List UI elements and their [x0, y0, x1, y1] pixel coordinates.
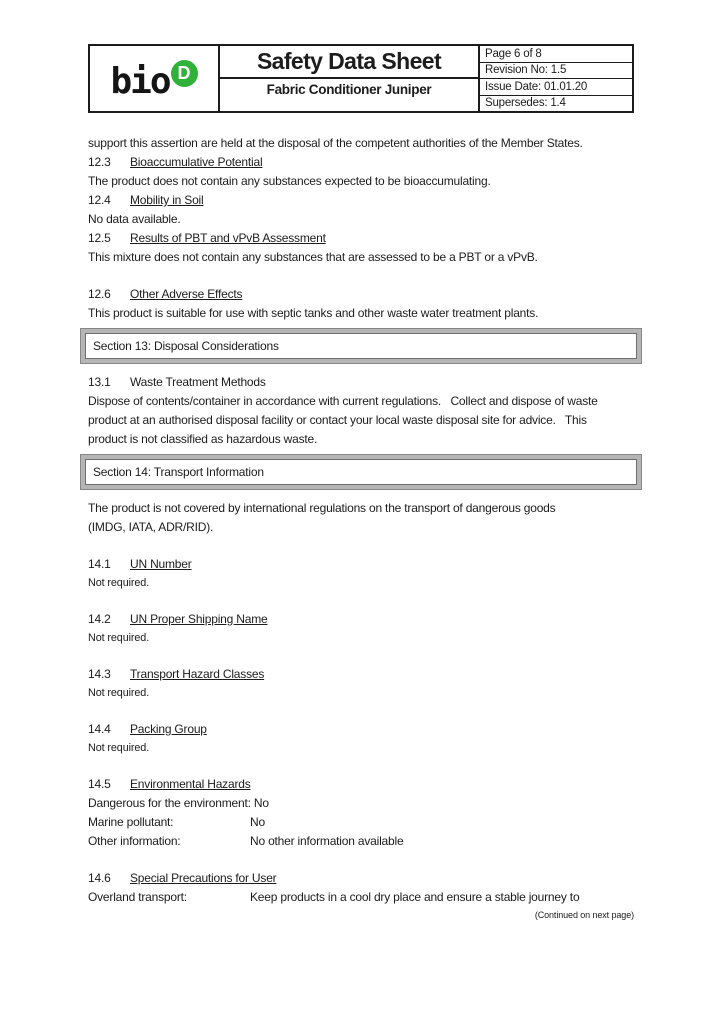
heading-title: Transport Hazard Classes	[130, 667, 265, 681]
continued-note: (Continued on next page)	[534, 910, 634, 920]
section-14-intro-line: The product is not covered by international regulations on the transport of dangerous goods	[88, 501, 556, 515]
heading-number: 14.2	[88, 612, 111, 626]
paragraph-14-3: Not required.	[88, 687, 150, 699]
paragraph-13-1-line: Dispose of contents/container in accordance with current regulations. Collect and dispose of waste	[88, 394, 598, 408]
paragraph-13-1-line: product is not classified as hazardous waste.	[88, 432, 318, 446]
heading-14-3	[88, 665, 634, 684]
issue-date: Issue Date: 01.01.20	[480, 79, 632, 96]
heading-number: 12.4	[88, 193, 111, 207]
page-number: Page 6 of 8	[480, 46, 632, 63]
paragraph-12-6: This product is suitable for use with septic tanks and other waste water treatment plants.	[88, 306, 539, 320]
paragraph-14-1: Not required.	[88, 577, 150, 589]
heading-12-6	[88, 285, 634, 304]
paragraph-12-4: No data available.	[88, 212, 181, 226]
env-hazard-line: Dangerous for the environment: No	[88, 796, 269, 810]
heading-title: Bioaccumulative Potential	[130, 155, 263, 169]
continuation-paragraph: support this assertion are held at the disposal of the competent authorities of the Member States.	[88, 136, 583, 150]
kv-value: No other information available	[250, 834, 404, 848]
section-14-header-box: Section 14: Transport Information	[85, 459, 637, 485]
heading-title: Environmental Hazards	[130, 777, 251, 791]
heading-number: 13.1	[88, 375, 111, 389]
logo-d-badge-icon: D	[171, 60, 198, 87]
logo-text: bio	[110, 61, 170, 102]
supersedes: Supersedes: 1.4	[485, 97, 566, 110]
heading-12-5	[88, 229, 634, 248]
logo-cell	[90, 46, 220, 111]
heading-14-2	[88, 610, 634, 629]
heading-number: 14.6	[88, 871, 111, 885]
heading-title: Packing Group	[130, 722, 207, 736]
meta-cell	[480, 46, 632, 111]
product-name: Fabric Conditioner Juniper	[266, 82, 432, 97]
env-hazard-row	[88, 813, 634, 832]
heading-14-6	[88, 869, 634, 888]
heading-title: Waste Treatment Methods	[130, 375, 266, 389]
document-title: Safety Data Sheet	[220, 46, 478, 79]
title-cell	[220, 46, 480, 111]
heading-title: UN Number	[130, 557, 192, 571]
paragraph-14-4: Not required.	[88, 742, 150, 754]
heading-number: 12.6	[88, 287, 111, 301]
kv-value: No	[250, 815, 265, 829]
heading-number: 14.3	[88, 667, 111, 681]
heading-number: 12.5	[88, 231, 111, 245]
bio-d-logo	[110, 57, 197, 100]
kv-label: Marine pollutant:	[88, 815, 174, 829]
kv-label: Other information:	[88, 834, 181, 848]
heading-title: Results of PBT and vPvB Assessment	[130, 231, 326, 245]
heading-number: 14.1	[88, 557, 111, 571]
heading-title: UN Proper Shipping Name	[130, 612, 268, 626]
kv-value: Keep products in a cool dry place and ensure a stable journey to	[250, 890, 580, 904]
env-hazard-row	[88, 832, 634, 851]
paragraph-14-2: Not required.	[88, 632, 150, 644]
heading-14-5	[88, 775, 634, 794]
heading-title: Other Adverse Effects	[130, 287, 243, 301]
heading-14-1	[88, 555, 634, 574]
heading-12-4	[88, 191, 634, 210]
document-body	[88, 134, 634, 922]
heading-12-3	[88, 153, 634, 172]
section-13-header-box: Section 13: Disposal Considerations	[85, 333, 637, 359]
paragraph-12-3: The product does not contain any substances expected to be bioaccumulating.	[88, 174, 491, 188]
heading-number: 12.3	[88, 155, 111, 169]
overland-transport-row	[88, 888, 634, 907]
section-14-intro-line: (IMDG, IATA, ADR/RID).	[88, 520, 214, 534]
paragraph-12-5: This mixture does not contain any substances that are assessed to be a PBT or a vPvB.	[88, 250, 538, 264]
heading-14-4	[88, 720, 634, 739]
heading-13-1	[88, 373, 634, 392]
document-header-table	[88, 44, 634, 113]
heading-title: Special Precautions for User	[130, 871, 277, 885]
heading-number: 14.5	[88, 777, 111, 791]
revision-number: Revision No: 1.5	[480, 63, 632, 80]
kv-label: Overland transport:	[88, 890, 187, 904]
heading-title: Mobility in Soil	[130, 193, 204, 207]
heading-number: 14.4	[88, 722, 111, 736]
paragraph-13-1-line: product at an authorised disposal facility or contact your local waste disposal site for advice. This	[88, 413, 587, 427]
